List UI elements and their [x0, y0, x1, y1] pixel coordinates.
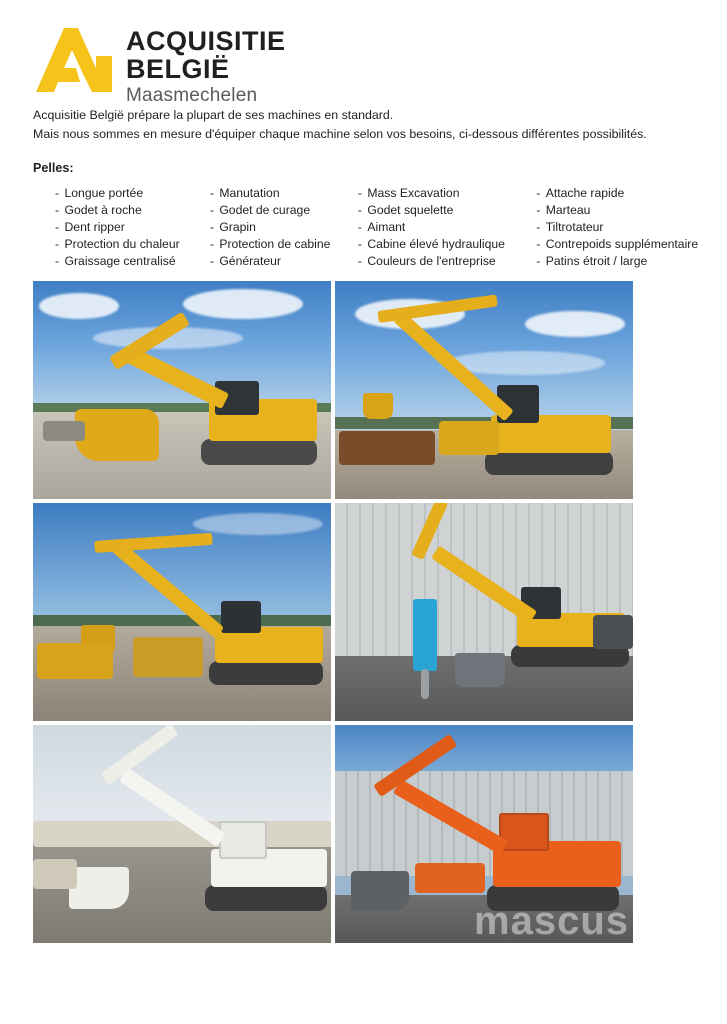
gallery-watermark: mascus: [474, 899, 629, 944]
bullet-dash: -: [357, 236, 362, 251]
bullet-dash: -: [209, 202, 214, 217]
bullet-dash: -: [536, 236, 541, 251]
photo-cat-long-reach-excavator: [335, 281, 633, 499]
option-cell: Couleurs de l'entreprise: [367, 253, 496, 268]
bullet-dash: -: [357, 219, 362, 234]
option-cell: Manutation: [219, 185, 280, 200]
option-cell: Tiltrotateur: [545, 219, 604, 234]
bullet-dash: -: [55, 202, 60, 217]
bullet-dash: -: [55, 253, 60, 268]
table-row: [33, 252, 705, 269]
photo-orange-hitachi-excavator: [335, 725, 633, 943]
bullet-dash: -: [55, 219, 60, 234]
option-cell: Cabine élevé hydraulique: [367, 236, 505, 251]
logo-line-3: Maasmechelen: [126, 85, 258, 107]
bullet-dash: -: [55, 185, 60, 200]
bullet-dash: -: [209, 236, 214, 251]
option-cell: Grapin: [219, 219, 256, 234]
option-cell: Attache rapide: [545, 185, 625, 200]
options-table: [33, 184, 705, 269]
option-cell: Patins étroit / large: [545, 253, 648, 268]
option-cell: Longue portée: [64, 185, 144, 200]
option-cell: Mass Excavation: [367, 185, 460, 200]
bullet-dash: -: [536, 185, 541, 200]
bullet-dash: -: [357, 185, 362, 200]
option-cell: Générateur: [219, 253, 281, 268]
option-cell: Aimant: [367, 219, 406, 234]
option-cell: Graissage centralisé: [64, 253, 176, 268]
bullet-dash: -: [209, 185, 214, 200]
section-title-pelles: Pelles:: [33, 161, 74, 176]
photo-cat-long-reach-excavator-yard: [33, 503, 331, 721]
table-row: [33, 201, 705, 218]
acquisitie-logo-icon: [34, 26, 116, 94]
bullet-dash: -: [536, 202, 541, 217]
intro-line-2: Mais nous sommes en mesure d'équiper chaque machine selon vos besoins, ci-dessous différentes possibilités.: [33, 127, 647, 142]
intro-line-1: Acquisitie België prépare la plupart de ses machines en standard.: [33, 108, 394, 122]
option-cell: Protection de cabine: [219, 236, 331, 251]
table-row: [33, 184, 705, 201]
bullet-dash: -: [357, 202, 362, 217]
photo-white-demolition-excavator: [33, 725, 331, 943]
logo-line-2: BELGIË: [126, 54, 230, 85]
bullet-dash: -: [357, 253, 362, 268]
option-cell: Marteau: [545, 202, 591, 217]
logo-line-1: ACQUISITIE: [126, 26, 286, 56]
photo-cat-excavator-mass-excavation: [33, 281, 331, 499]
bullet-dash: -: [536, 253, 541, 268]
photo-gallery: [33, 281, 633, 943]
option-cell: Protection du chaleur: [64, 236, 180, 251]
option-cell: Godet de curage: [219, 202, 311, 217]
option-cell: Godet à roche: [64, 202, 142, 217]
document-header: [0, 0, 727, 107]
option-cell: Godet squelette: [367, 202, 454, 217]
table-row: [33, 235, 705, 252]
table-row: [33, 218, 705, 235]
bullet-dash: -: [55, 236, 60, 251]
bullet-dash: -: [209, 253, 214, 268]
option-cell: Contrepoids supplémentaire: [545, 236, 699, 251]
logo-wordmark: [126, 24, 286, 105]
intro-paragraph: [33, 106, 693, 144]
bullet-dash: -: [536, 219, 541, 234]
option-cell: Dent ripper: [64, 219, 125, 234]
photo-cat-excavator-with-hammer: [335, 503, 633, 721]
bullet-dash: -: [209, 219, 214, 234]
